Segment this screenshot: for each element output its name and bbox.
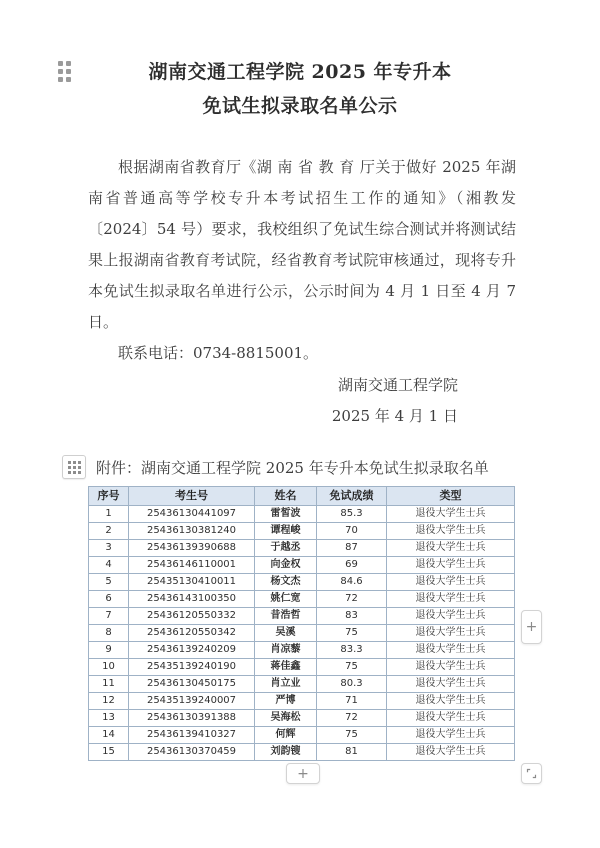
cell-score[interactable]: 72: [317, 591, 387, 608]
cell-type[interactable]: 退役大学生士兵: [387, 557, 515, 574]
table-row: [89, 574, 515, 591]
grid-dot: [78, 466, 81, 469]
cell-seq[interactable]: 3: [89, 540, 129, 557]
table-grid-handle-icon[interactable]: [62, 455, 86, 479]
cell-type[interactable]: 退役大学生士兵: [387, 506, 515, 523]
cell-exam-number[interactable]: 25436130381240: [129, 523, 255, 540]
cell-type[interactable]: 退役大学生士兵: [387, 591, 515, 608]
cell-name[interactable]: 于越丞: [255, 540, 317, 557]
cell-score[interactable]: 80.3: [317, 676, 387, 693]
cell-seq[interactable]: 9: [89, 642, 129, 659]
attachment-label: 附件：湖南交通工程学院 2025 年专升本免试生拟录取名单: [96, 458, 489, 477]
handle-dot: [66, 61, 71, 66]
cell-type[interactable]: 退役大学生士兵: [387, 625, 515, 642]
cell-exam-number[interactable]: 25435139240190: [129, 659, 255, 676]
cell-score[interactable]: 75: [317, 727, 387, 744]
grid-dot: [68, 466, 71, 469]
cell-seq[interactable]: 5: [89, 574, 129, 591]
cell-type[interactable]: 退役大学生士兵: [387, 727, 515, 744]
cell-score[interactable]: 75: [317, 625, 387, 642]
cell-seq[interactable]: 4: [89, 557, 129, 574]
cell-type[interactable]: 退役大学生士兵: [387, 693, 515, 710]
cell-type[interactable]: 退役大学生士兵: [387, 574, 515, 591]
cell-score[interactable]: 69: [317, 557, 387, 574]
cell-exam-number[interactable]: 25436143100350: [129, 591, 255, 608]
cell-exam-number[interactable]: 25436139390688: [129, 540, 255, 557]
resize-table-button[interactable]: [521, 763, 542, 784]
table-row: [89, 642, 515, 659]
table-row: [89, 676, 515, 693]
table-row: [89, 608, 515, 625]
table-row: [89, 727, 515, 744]
handle-dot: [58, 77, 63, 82]
cell-exam-number[interactable]: 25436139240209: [129, 642, 255, 659]
add-column-button[interactable]: +: [521, 610, 542, 644]
cell-seq[interactable]: 7: [89, 608, 129, 625]
cell-type[interactable]: 退役大学生士兵: [387, 710, 515, 727]
cell-exam-number[interactable]: 25436146110001: [129, 557, 255, 574]
column-header-exam-number[interactable]: 考生号: [129, 487, 255, 506]
grid-dot: [78, 471, 81, 474]
grid-dot: [68, 471, 71, 474]
cell-score[interactable]: 70: [317, 523, 387, 540]
cell-score[interactable]: 83.3: [317, 642, 387, 659]
grid-dot: [73, 471, 76, 474]
column-header-seq[interactable]: 序号: [89, 487, 129, 506]
cell-name[interactable]: 谭程峻: [255, 523, 317, 540]
signature-block: [88, 370, 516, 432]
add-row-button[interactable]: +: [286, 763, 320, 784]
cell-exam-number[interactable]: 25436139410327: [129, 727, 255, 744]
grid-dot: [73, 466, 76, 469]
cell-exam-number[interactable]: 25436130441097: [129, 506, 255, 523]
cell-seq[interactable]: 13: [89, 710, 129, 727]
document-body: [88, 152, 516, 369]
cell-exam-number[interactable]: 25435139240007: [129, 693, 255, 710]
grid-dot: [68, 461, 71, 464]
handle-dot: [58, 61, 63, 66]
cell-name[interactable]: 杨文杰: [255, 574, 317, 591]
handle-dot: [58, 69, 63, 74]
column-header-name[interactable]: 姓名: [255, 487, 317, 506]
cell-type[interactable]: 退役大学生士兵: [387, 540, 515, 557]
cell-exam-number[interactable]: 25436130370459: [129, 744, 255, 761]
cell-name[interactable]: 向金权: [255, 557, 317, 574]
cell-name[interactable]: 吴海松: [255, 710, 317, 727]
column-header-score[interactable]: 免试成绩: [317, 487, 387, 506]
cell-type[interactable]: 退役大学生士兵: [387, 523, 515, 540]
table-row: [89, 693, 515, 710]
cell-seq[interactable]: 6: [89, 591, 129, 608]
table-row: [89, 506, 515, 523]
attachment-row: [62, 455, 489, 479]
grid-dot: [73, 461, 76, 464]
table-body: [89, 506, 515, 761]
table-row: [89, 540, 515, 557]
cell-name[interactable]: 严博: [255, 693, 317, 710]
cell-exam-number[interactable]: 25436120550332: [129, 608, 255, 625]
cell-exam-number[interactable]: 25436120550342: [129, 625, 255, 642]
cell-seq[interactable]: 12: [89, 693, 129, 710]
cell-score[interactable]: 83: [317, 608, 387, 625]
cell-name[interactable]: 刘韵锼: [255, 744, 317, 761]
cell-name[interactable]: 肖凉藜: [255, 642, 317, 659]
cell-type[interactable]: 退役大学生士兵: [387, 659, 515, 676]
cell-type[interactable]: 退役大学生士兵: [387, 744, 515, 761]
cell-name[interactable]: 肖立业: [255, 676, 317, 693]
table-header-row: [89, 487, 515, 506]
cell-seq[interactable]: 14: [89, 727, 129, 744]
cell-seq[interactable]: 8: [89, 625, 129, 642]
cell-name[interactable]: 雷皙波: [255, 506, 317, 523]
title-line-1: 湖南交通工程学院 2025 年专升本: [148, 61, 452, 83]
cell-seq[interactable]: 11: [89, 676, 129, 693]
table-row: [89, 744, 515, 761]
cell-type[interactable]: 退役大学生士兵: [387, 608, 515, 625]
drag-handle-icon[interactable]: [56, 60, 72, 82]
cell-score[interactable]: 87: [317, 540, 387, 557]
grid-dot: [78, 461, 81, 464]
cell-score[interactable]: 81: [317, 744, 387, 761]
cell-score[interactable]: 84.6: [317, 574, 387, 591]
body-paragraph-1: 根据湖南省教育厅《湖 南 省 教 育 厅关于做好 2025 年湖南省普通高等学校专升本考试招生工作的通知》（湘教发〔2024〕54 号）要求，我校组织了免试生综合测试并将测试结果上报湖南省教育考试院，经省教育考试院审核通过，现将专升本免试生拟录取名单进行公示，公示时间为 4 月 1 日至 4 月 7 日。: [88, 158, 516, 331]
page-title: [90, 55, 510, 123]
table-row: [89, 659, 515, 676]
cell-score[interactable]: 75: [317, 659, 387, 676]
column-header-type[interactable]: 类型: [387, 487, 515, 506]
cell-type[interactable]: 退役大学生士兵: [387, 676, 515, 693]
signature-organization: 湖南交通工程学院: [337, 376, 458, 394]
table-row: [89, 625, 515, 642]
cell-name[interactable]: 蒋佳鑫: [255, 659, 317, 676]
cell-seq[interactable]: 1: [89, 506, 129, 523]
table-row: [89, 710, 515, 727]
table-row: [89, 591, 515, 608]
cell-exam-number[interactable]: 25435130410011: [129, 574, 255, 591]
cell-score[interactable]: 71: [317, 693, 387, 710]
cell-exam-number[interactable]: 25436130450175: [129, 676, 255, 693]
cell-score[interactable]: 85.3: [317, 506, 387, 523]
cell-seq[interactable]: 15: [89, 744, 129, 761]
body-paragraph-2: 联系电话：0734-8815001。: [118, 344, 319, 362]
table-row: [89, 523, 515, 540]
title-line-2: 免试生拟录取名单公示: [202, 95, 398, 117]
cell-type[interactable]: 退役大学生士兵: [387, 642, 515, 659]
roster-table[interactable]: [88, 486, 515, 761]
roster-table-wrapper: [88, 486, 514, 761]
table-row: [89, 557, 515, 574]
handle-dot: [66, 69, 71, 74]
handle-dot: [66, 77, 71, 82]
cell-exam-number[interactable]: 25436130391388: [129, 710, 255, 727]
resize-corner-icon: [526, 768, 537, 779]
cell-name[interactable]: 姚仁宽: [255, 591, 317, 608]
cell-score[interactable]: 72: [317, 710, 387, 727]
signature-date: 2025 年 4 月 1 日: [331, 407, 458, 425]
cell-name[interactable]: 昔浩哲: [255, 608, 317, 625]
cell-seq[interactable]: 10: [89, 659, 129, 676]
cell-seq[interactable]: 2: [89, 523, 129, 540]
cell-name[interactable]: 吴溪: [255, 625, 317, 642]
cell-name[interactable]: 何辉: [255, 727, 317, 744]
